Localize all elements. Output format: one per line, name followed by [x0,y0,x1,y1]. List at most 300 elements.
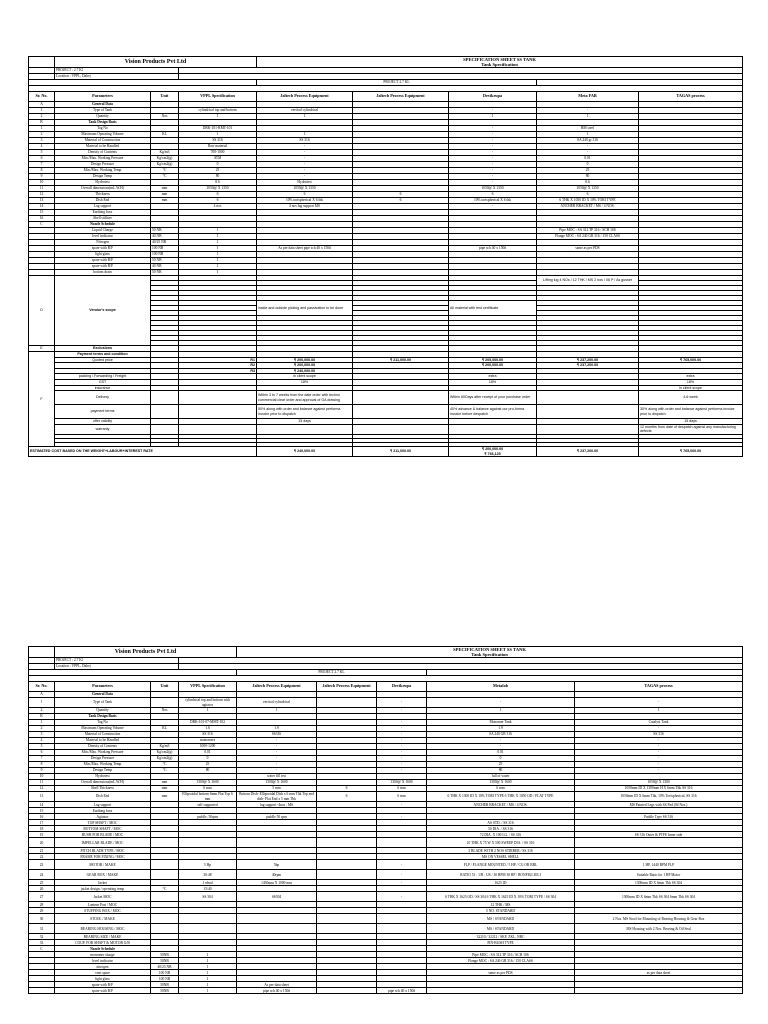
value-cell [377,838,427,848]
value-cell: SA 240 gr 316 [537,138,639,144]
parameter-cell: Nozzle Schedule [55,946,151,952]
sr-no-cell: 1 [29,698,55,708]
parameter-cell: Design Temp [55,768,151,774]
sr-no-cell: 1 [29,720,55,726]
sr-no-cell: 22 [29,854,55,860]
value-cell: MS ON VESSEL SHELL [427,854,575,860]
vendor-label: Vendor's scope [55,276,151,346]
parameter-cell: level indicator [55,958,151,964]
value-cell: 1 [179,114,257,120]
value-cell: mm [151,192,179,198]
sr-no-cell: 27 [29,892,55,902]
value-cell: FLP / FLANGE MOUNTED / 5 HP / CG OR BBL [427,860,575,870]
value-cell: 1050@ X 1350 [257,186,353,192]
sr-no-cell: 2 [29,726,55,732]
value-cell: 40rpm [237,870,317,880]
value-cell: paddle 50 rpm [237,814,317,820]
gst-label: GST [55,379,151,385]
sr-no-cell: 19 [29,832,55,838]
parameter-cell: Design Pressure [55,162,151,168]
value-cell: 30:48 [179,870,237,880]
sr-no-cell: 5 [29,744,55,750]
devikrupa-r1: ₹ 205,000.00 [449,357,537,363]
value-cell: °C [151,768,179,774]
value-cell: 5 mm [237,786,317,792]
sr-no-cell: 16 [29,216,55,222]
sr-no-cell: 14 [29,204,55,210]
value-cell: °C [151,168,179,174]
sr-no-cell: 3 [29,138,55,144]
sr-no-cell: 15 [29,808,55,814]
value-cell: 25 [179,762,237,768]
value-cell: Ellipsoidal bottom 6mm Flat Top 6 mm [179,792,237,802]
value-cell [317,860,377,870]
value-cell: - [427,744,575,750]
value-cell: MS Housing with 2 Nos. Bearing & Oil Seal [575,924,743,934]
value-cell: full of water [427,774,575,780]
value-cell: SS 316 [257,138,353,144]
value-cell: 1 [179,964,237,970]
table-row [29,860,743,870]
value-cell: - [449,168,537,174]
value-cell [575,838,743,848]
packing-devikrupa: extra [449,374,537,380]
value-cell: 1 [179,240,257,246]
sr-no-cell: 23 [29,860,55,870]
parameter-cell: jacket design / operating temp [55,886,151,892]
value-cell: 1300@ X 1600 [427,780,575,786]
quoted-price-label: Quoted price [55,357,151,363]
value-cell: Hydrotest [257,180,353,186]
parameter-cell: Density of Contents [55,744,151,750]
value-cell: vertical cylindrical [257,108,353,114]
value-cell: - [377,802,427,808]
value-cell: 6 [537,192,639,198]
value-cell: 1 [427,708,575,714]
delivery-devikrupa: Within 60Days after receipt of your purchase order [449,391,537,405]
value-cell: 1 [179,258,257,264]
value-cell: - [427,738,575,744]
value-cell: KL [151,132,179,138]
value-cell: 700-1000 [179,150,257,156]
parameter-cell: Min./Max. Working Pressure [55,156,151,162]
value-cell: 6 THK X 1625 OD / SS 304 6 THK X 1625 ID X 10% TORI TYPE / SS 304 [427,892,575,902]
value-cell: - [575,744,743,750]
table-row [29,698,743,708]
sr-no-cell: 9 [29,174,55,180]
value-cell: As per data sheet [237,982,317,988]
value-cell: 6 [317,786,377,792]
column-header-row [29,92,743,102]
col-header: Jaltech Process Equipment [237,682,317,692]
value-cell: 50 NB [151,270,179,276]
value-cell [179,924,237,934]
value-cell: 1050mm ID X 6mm Thk, 10% Torispherical, SS 316 [575,792,743,802]
parameter-cell: Nitrogen [55,240,151,246]
value-cell: 6 [353,198,449,204]
parameter-cell: Min./Max. Working Temp [55,168,151,174]
value-cell: 1 [179,988,237,994]
parameter-cell: Tag No [55,720,151,726]
parameter-cell: Material of Construction [55,138,151,144]
parameter-cell: Jacket [55,880,151,886]
sr-no-cell: A [29,102,55,108]
parameter-cell: Design Pressure [55,756,151,762]
spec-rows-2 [29,692,743,994]
parameter-cell: Tag No [55,126,151,132]
total-jaltech2: ₹ 211,000.00 [353,446,449,456]
value-cell: - [377,762,427,768]
value-cell: - [377,744,427,750]
column-header-row [29,682,743,692]
value-cell: 6 [257,192,353,198]
value-cell: MS / STANDARD [427,914,575,924]
sr-no-cell: 1 [29,126,55,132]
col-header: Jaltech Process Equipment [317,682,377,692]
col-header: VPPL Specification [179,682,237,692]
value-cell: 0.01 [427,750,575,756]
parameter-cell: Tank Design Basis [55,120,151,126]
value-cell: 4 nos [179,204,257,210]
value-cell: 100 NB [151,976,179,982]
value-cell [151,698,179,708]
parameter-cell: Maximum Operating Volume [55,726,151,732]
sr-no-cell: 15 [29,210,55,216]
offer-tagas: 15 days [639,419,743,425]
sr-no-cell: 30 [29,914,55,924]
value-cell: 50NB [151,958,179,964]
value-cell: 1050mm ID X 1300mm H X 6mm Thk SS 316 [575,786,743,792]
packing-tagas: extra [639,374,743,380]
parameter-cell: monomer charge [55,952,151,958]
value-cell: - [237,750,317,756]
value-cell: - [257,174,353,180]
value-cell: 1 [179,246,257,252]
parameter-cell: nitrogen [55,964,151,970]
value-cell: Paddle Type SS 316 [575,814,743,820]
value-cell: 40/25 NB [151,964,179,970]
value-cell: 1300@ X 1600 [237,780,317,786]
parameter-cell: Dish End [55,792,151,802]
value-cell: 1 [179,982,237,988]
col-header: Jaltech Process Equipment [257,92,353,102]
value-cell [317,892,377,902]
sr-no-cell: 32 [29,934,55,940]
parameter-cell: Hydrotest [55,180,151,186]
total-devikrupa: ₹ 200,000.00 ₹ 766,125 [449,446,537,456]
value-cell [317,914,377,924]
value-cell: 6 [179,198,257,204]
value-cell: Flange MOC : SA 240 GR 316 / 150 CLASS [537,234,639,240]
sr-no-cell: C [29,222,55,228]
value-cell: Kg/cm2(g) [151,756,179,762]
value-cell: Monomer Tank [427,720,575,726]
parameter-cell: GEAR BOX / MAKE [55,870,151,880]
parameter-cell: vent spare [55,970,151,976]
value-cell: 1050@ X 1350 [179,186,257,192]
exclusions-label: Exclusions [55,346,151,352]
value-cell: 1 [179,958,237,964]
value-cell: 6 THK X 1050 ID X 10% TORI TYPE [537,198,639,204]
col-header: Meta FAB [537,92,639,102]
value-cell: - [575,768,743,774]
col-header: Unit [151,682,179,692]
parameter-cell: BUSH FOR BLADE / MOC [55,832,151,838]
value-cell: 1.9 [427,726,575,732]
value-cell: Bottom Dish- Ellipsoidal Dish x 6 mm Thk Top end dish- Flat End x 5 mm Thk [237,792,317,802]
value-cell: 1.9 [237,726,317,732]
value-cell: 6 [179,192,257,198]
value-cell: SS 304 [179,892,237,902]
value-cell: - [237,762,317,768]
project-bar: PROJECT 2.7 KL [237,670,427,676]
value-cell: 1 HP, 1440 RPM FLP [575,860,743,870]
value-cell: - [377,720,427,726]
value-cell: - [377,892,427,902]
parameter-cell: spare with B/F [55,264,151,270]
value-cell: SS 316 [179,138,257,144]
value-cell: 1 [575,708,743,714]
value-cell: vertical cylindrical [237,698,317,708]
value-cell: 25 [179,168,257,174]
col-header: Devikrupa [449,92,537,102]
parameter-cell: Density of Contents [55,150,151,156]
value-cell [237,914,317,924]
table-row [29,892,743,902]
value-cell [237,924,317,934]
value-cell: 0 [179,756,237,762]
value-cell: - [237,756,317,762]
value-cell: 0.01 [537,156,639,162]
parameter-cell: General Data [55,102,151,108]
parameter-cell: Overall dimensions(mL.W.H) [55,186,151,192]
sr-no-cell: 26 [29,886,55,892]
value-cell: - [575,738,743,744]
value-cell: monomers [179,738,237,744]
value-cell: 0 [427,756,575,762]
parameter-cell: spare with B/F [55,988,151,994]
value-cell: SS304 [237,892,317,902]
col-header: Unit [151,92,179,102]
col-header: Parameters [55,682,151,692]
parameter-cell: Dish End [55,198,151,204]
value-cell: - [537,108,639,114]
value-cell: 10% torispherical X 6 thk [449,198,537,204]
sr-no-cell: 28 [29,902,55,908]
payment-label: payment terms [55,405,151,419]
value-cell: - [449,174,537,180]
gst-tagas: 18% [639,379,743,385]
value-cell: 1 [179,132,257,138]
sr-no-cell: B [29,120,55,126]
value-cell: 0.01 [179,750,237,756]
value-cell: - [237,744,317,750]
value-cell [151,870,179,880]
value-cell: - [237,768,317,774]
parameter-cell: IMPELLAR BLADE / MOC [55,838,151,848]
value-cell: 1050@ X 1350 [537,186,639,192]
value-cell: DRK-101-07-MMT-102 [179,720,237,726]
value-cell: 1625 ID [427,880,575,886]
value-cell: As per data sheet pipe sch 40 x 150# [257,246,353,252]
metafab-r2: ₹ 237,200.00 [537,363,639,369]
sr-no-cell: 11 [29,780,55,786]
sr-no-cell: 6 [29,750,55,756]
tagas-r1: ₹ 765,000.00 [639,357,743,363]
payment-devikrupa: 40% advance & balance against our pro-forma invoice before despatch [449,405,537,419]
parameter-cell: level indicator [55,234,151,240]
value-cell: - [377,738,427,744]
parameter-cell: light glass [55,976,151,982]
parameter-cell: TOP SHAFT / MOC [55,820,151,826]
col-header: TAGAS process [575,682,743,692]
parameter-cell: BOTTOM SHAFT / MOC [55,826,151,832]
value-cell: same as per PDS [427,970,575,976]
value-cell: - [575,756,743,762]
value-cell: 1 [537,132,639,138]
value-cell: 50NB [151,952,179,958]
value-cell: 5hp [237,860,317,870]
value-cell: 1 [179,264,257,270]
value-cell: 0 [537,162,639,168]
vendor-no: D [29,276,55,346]
project-bar: PROJECT 2.7 KL [257,80,537,86]
value-cell: KL [151,726,179,732]
value-cell: 10 THK X 75 W X 500 SWEEP DIA. / SS 316 [427,838,575,848]
value-cell: 6 [353,192,449,198]
value-cell: - [377,756,427,762]
value-cell [317,870,377,880]
parameter-cell: Thickness [55,192,151,198]
parameter-cell: MOTOR / MAKE [55,860,151,870]
value-cell: 1000-1200 [179,744,237,750]
sr-no-cell: 2 [29,132,55,138]
value-cell: 1 [179,708,237,714]
parameter-cell: Lug support [55,802,151,808]
jaltech-r1: ₹ 200,000.00 [257,357,353,363]
value-cell: lug support -4nos , MS [237,802,317,808]
value-cell: 8.6 [179,180,257,186]
r1-label: R1 [179,357,257,363]
payment-tagas: 30% along with order and balance against performa invoice prior to dispatch [639,405,743,419]
value-cell [317,698,377,708]
table-row [29,988,743,994]
value-cell: 1 [179,228,257,234]
value-cell: 6 THK X 1300 ID X 10% TORI TYPE 6 THK X 1050 OD / FLAT TYPE [427,792,575,802]
value-cell: 10% torispherical X 6 thk [257,198,353,204]
sr-no-cell: 7 [29,162,55,168]
value-cell: 1 nbsal [179,880,237,886]
parameter-cell: Liquid Charge [55,228,151,234]
jaltech-r3: ₹ 240,000.00 [257,368,353,374]
value-cell: 50 NB [151,228,179,234]
sr-no-cell: 13 [29,792,55,802]
value-cell: paddle, 50rpm [179,814,237,820]
value-cell [151,924,179,934]
value-cell: 72 DIA. X 100 LG. / SS 316 [427,832,575,838]
value-cell: as per data sheet [575,970,743,976]
table-row [29,838,743,848]
value-cell [575,988,743,994]
parameter-cell: Earthing boss [55,808,151,814]
value-cell: 8.6 [537,180,639,186]
parameter-cell: Hydrotest [55,774,151,780]
table-row [29,870,743,880]
value-cell: - [257,162,353,168]
value-cell: 80 [427,768,575,774]
table-row [29,924,743,934]
value-cell: mm [151,780,179,786]
value-cell: 6 mm [377,792,427,802]
value-cell: Kg/cm2(g) [151,750,179,756]
parameter-cell: STUFFING BOX / MOC [55,908,151,914]
parameter-cell: spare with B/F [55,258,151,264]
value-cell [377,914,427,924]
value-cell: - [237,738,317,744]
value-cell: ANCHER BRACKET / MS / 4 NOS. [537,204,639,210]
parameter-cell: Lantern Post / MOC [55,902,151,908]
value-cell: 1 [537,114,639,120]
sr-no-cell: 14 [29,802,55,808]
location-label: Location : VPPL, Dahej [55,664,179,670]
r2-label: R2 [179,363,257,369]
value-cell: 6 [449,192,537,198]
exclusions-no: E [29,346,55,352]
value-cell: Nos [151,708,179,714]
value-cell: SA 240 GR 316 [427,732,575,738]
packing-label: packing / Forwarding / Freight [55,374,151,380]
value-cell: - [575,726,743,732]
insurance-tagas: in client scope [639,385,743,391]
value-cell [377,924,427,934]
value-cell: ATM [179,156,257,162]
value-cell [317,988,377,994]
value-cell: 1 [237,708,317,714]
value-cell: 6 mm [377,786,427,792]
value-cell: SS 316 [179,732,237,738]
value-cell: RM steel [537,126,639,132]
col-header: Jaltech Process Equipment [353,92,449,102]
parameter-cell: PITCH BLADE TYPE / MOC [55,848,151,854]
parameter-cell: Jacket MOC [55,892,151,902]
value-cell: - [377,860,427,870]
value-cell: DRK-101-RMT-101 [179,126,257,132]
col-header: Devikrupa [377,682,427,692]
warranty-label: warranty [55,424,151,434]
delivery-tagas: 4-6 week [639,391,743,405]
total-label: ESTIMATED COST BASED ON THE WEIGHT+LABOUR+INTEREST RATE [29,446,257,456]
sr-no-cell: 4 [29,144,55,150]
sr-no-cell: 24 [29,870,55,880]
value-cell: 32210 / 32212 / SKF, ZKL, NBC [427,934,575,940]
value-cell [317,838,377,848]
value-cell: - [257,150,353,156]
parameter-cell: Material to be Handled [55,738,151,744]
value-cell: 4 nos lug support MS [257,204,353,210]
value-cell: - [537,150,639,156]
value-cell: - [449,162,537,168]
sr-no-cell: 3 [29,732,55,738]
value-cell: ANCHER BRACKET / MS / 4 NOS. [427,802,575,808]
sr-no-cell: 13 [29,198,55,204]
sr-no-cell: 9 [29,768,55,774]
value-cell: 25 [537,168,639,174]
sheet-title: SPECIFICATION SHEET SS TANK Tank Specification [257,57,743,68]
sr-no-cell: 2 [29,114,55,120]
value-cell: 5 Hp [179,860,237,870]
value-cell: - [449,126,537,132]
value-cell: 1430mm X 1000 mm [237,880,317,886]
